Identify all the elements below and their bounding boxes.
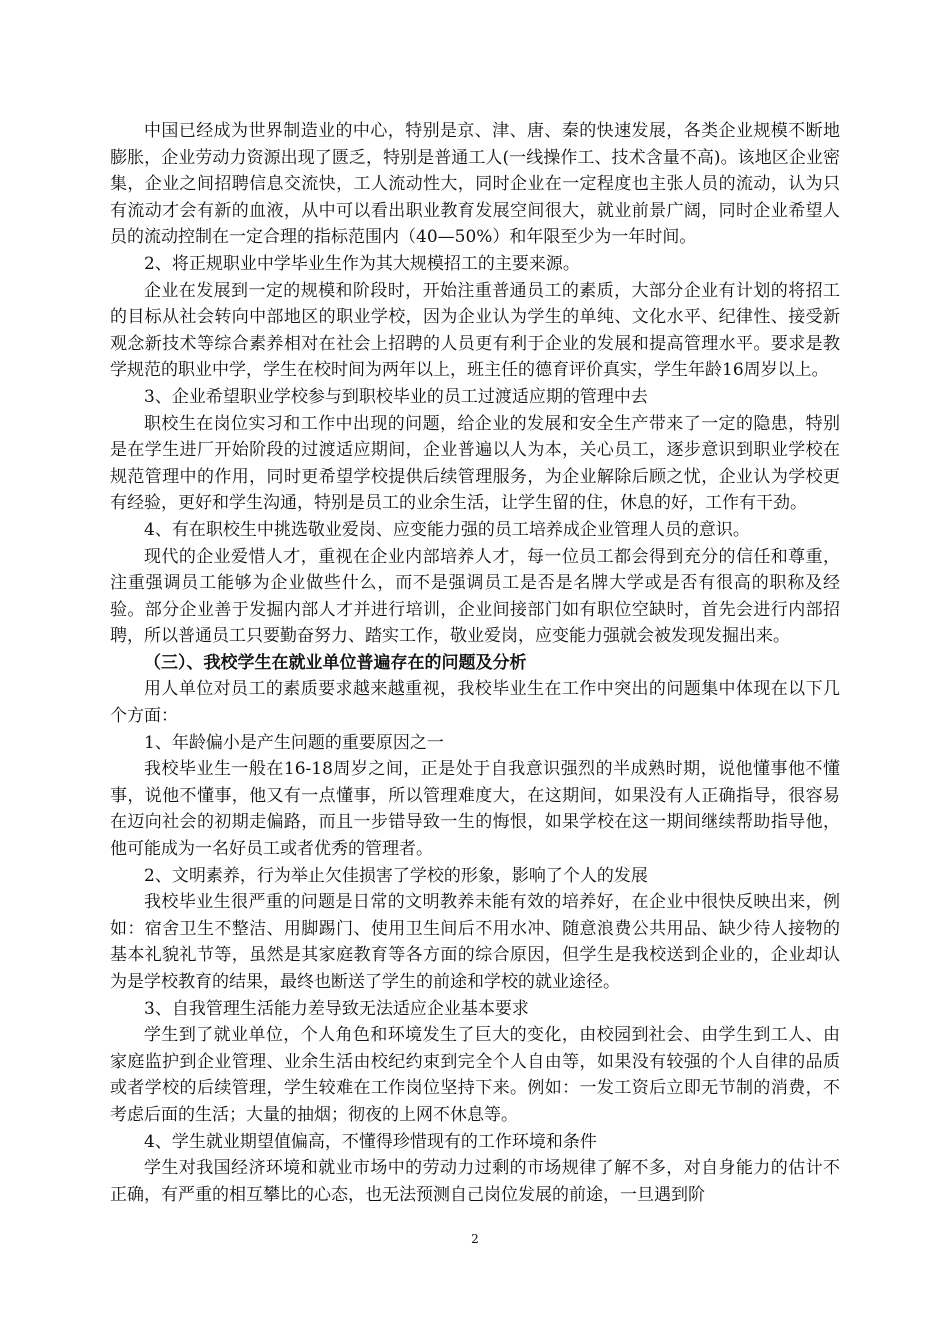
- body-text: [110, 118, 840, 1208]
- page-number: 2: [471, 1232, 479, 1246]
- list-item-heading: 3、企业希望职业学校参与到职校毕业的员工过渡适应期的管理中去: [144, 386, 648, 407]
- paragraph: 企业在发展到一定的规模和阶段时，开始注重普通员工的素质，大部分企业有计划的将招工的目标从社会转向中部地区的职业学校，因为企业认为学生的单纯、文化水平、纪律性、接受新观念新技术等综合素养相对在社会上招聘的人员更有利于企业的发展和提高管理水平。要求是教学规范的职业中学，学生在校时间为两年以上，班主任的德育评价真实，学生年龄16周岁以上。: [110, 280, 840, 381]
- paragraph: 学生对我国经济环境和就业市场中的劳动力过剩的市场规律了解不多，对自身能力的估计不正确，有严重的相互攀比的心态，也无法预测自己岗位发展的前途，一旦遇到阶: [110, 1158, 840, 1205]
- list-item-heading: 4、有在职校生中挑选敬业爱岗、应变能力强的员工培养成企业管理人员的意识。: [144, 519, 750, 540]
- list-item-heading: 3、自我管理生活能力差导致无法适应企业基本要求: [144, 998, 529, 1019]
- paragraph: 学生到了就业单位，个人角色和环境发生了巨大的变化，由校园到社会、由学生到工人、由家庭监护到企业管理、业余生活由校纪约束到完全个人自由等，如果没有较强的个人自律的品质或者学校的后续管理，学生较难在工作岗位坚持下来。例如：一发工资后立即无节制的消费，不考虑后面的生活；大量的抽烟；彻夜的上网不休息等。: [110, 1025, 840, 1125]
- paragraph: 我校毕业生一般在16-18周岁之间，正是处于自我意识强烈的半成熟时期，说他懂事他不懂事，说他不懂事，他又有一点懂事，所以管理难度大，在这期间，如果没有人正确指导，很容易在迈向社会的初期走偏路，而且一步错导致一生的悔恨，如果学校在这一期间继续帮助指导他，他可能成为一名好员工或者优秀的管理者。: [110, 759, 840, 860]
- list-item-heading: 2、将正规职业中学毕业生作为其大规模招工的主要来源。: [144, 253, 580, 274]
- paragraph: 用人单位对员工的素质要求越来越重视，我校毕业生在工作中突出的问题集中体现在以下几个方面：: [110, 679, 840, 727]
- list-item-heading: 2、文明素养，行为举止欠佳损害了学校的形象，影响了个人的发展: [144, 865, 648, 886]
- list-item-heading: 1、年龄偏小是产生问题的重要原因之一: [144, 732, 444, 753]
- section-heading: （三）、我校学生在就业单位普遍存在的问题及分析: [144, 652, 527, 673]
- paragraph: 职校生在岗位实习和工作中出现的问题，给企业的发展和安全生产带来了一定的隐患，特别是在学生进厂开始阶段的过渡适应期间，企业普遍以人为本，关心员工，逐步意识到职业学校在规范管理中的作用，同时更希望学校提供后续管理服务，为企业解除后顾之忧，企业认为学校更有经验，更好和学生沟通，特别是员工的业余生活，让学生留的住，休息的好，工作有干劲。: [110, 413, 840, 514]
- paragraph: 我校毕业生很严重的问题是日常的文明教养未能有效的培养好，在企业中很快反映出来，例如：宿舍卫生不整洁、用脚踢门、使用卫生间后不用水冲、随意浪费公共用品、缺少待人接物的基本礼貌礼节等，虽然是其家庭教育等各方面的综合原因，但学生是我校送到企业的，企业却认为是学校教育的结果，最终也断送了学生的前途和学校的就业途径。: [110, 892, 840, 992]
- paragraph: 中国已经成为世界制造业的中心，特别是京、津、唐、秦的快速发展，各类企业规模不断地膨胀，企业劳动力资源出现了匮乏，特别是普通工人(一线操作工、技术含量不高)。该地区企业密集，企业之间招聘信息交流快，工人流动性大，同时企业在一定程度也主张人员的流动，认为只有流动才会有新的血液，从中可以看出职业教育发展空间很大，就业前景广阔，同时企业希望人员的流动控制在一定合理的指标范围内（40—50%）和年限至少为一年时间。: [110, 121, 840, 248]
- list-item-heading: 4、学生就业期望值偏高，不懂得珍惜现有的工作环境和条件: [144, 1131, 597, 1152]
- paragraph: 现代的企业爱惜人才，重视在企业内部培养人才，每一位员工都会得到充分的信任和尊重，注重强调员工能够为企业做些什么，而不是强调员工是否是名牌大学或是否有很高的职称及经验。部分企业善于发掘内部人才并进行培训，企业间接部门如有职位空缺时，首先会进行内部招聘，所以普通员工只要勤奋努力、踏实工作，敬业爱岗，应变能力强就会被发现发掘出来。: [110, 546, 840, 647]
